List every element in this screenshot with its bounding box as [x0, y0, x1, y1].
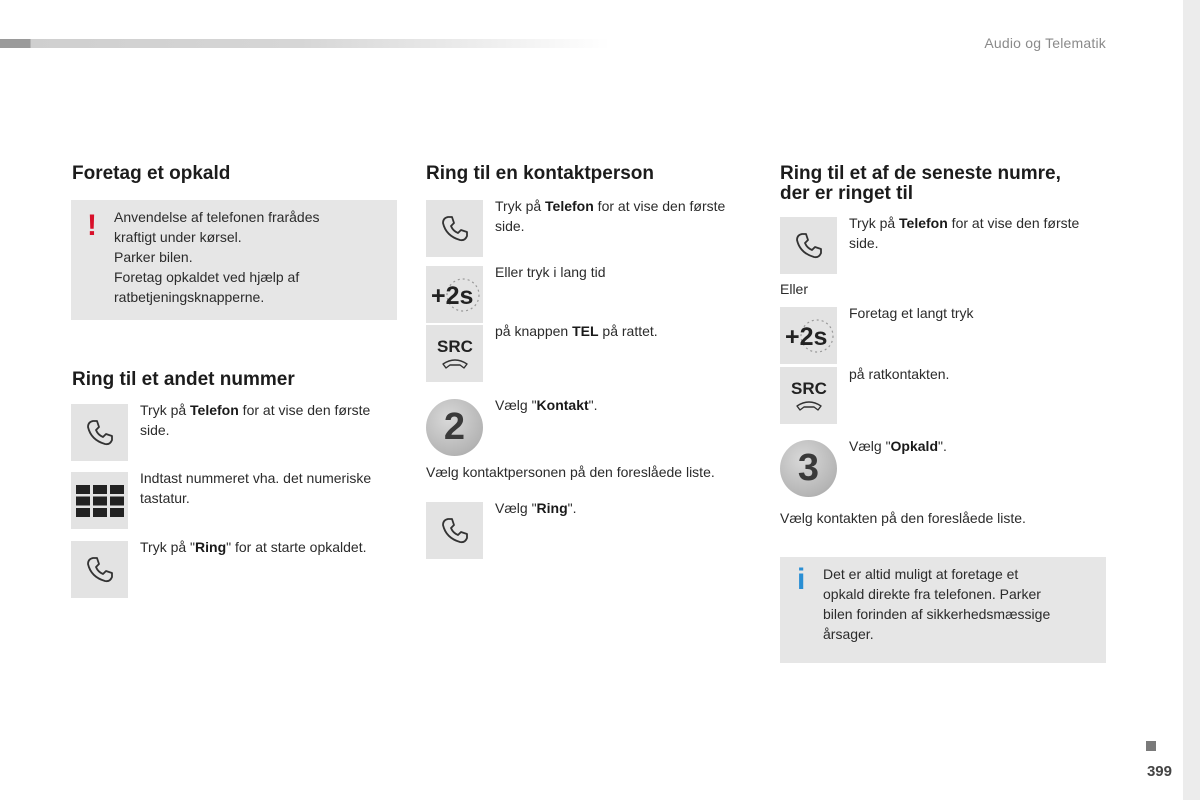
long-press-icon [426, 266, 483, 323]
info-icon: i [797, 563, 806, 596]
src-tel-icon [426, 325, 483, 382]
col3-step2-text: Foretag et langt tryk [849, 305, 974, 321]
src-tel-icon [780, 367, 837, 424]
col1-heading: Foretag et opkald [72, 163, 231, 184]
svg-text:+2s: +2s [784, 322, 827, 351]
page-edge-strip [1183, 0, 1200, 800]
col2-step4-text: Vælg "Kontakt". [495, 397, 598, 413]
col3-heading: Ring til et af de seneste numre, der er ringet til [780, 163, 1061, 204]
col3-step1-text: Tryk på Telefon for at vise den første side. [849, 215, 1080, 251]
keypad-icon [71, 472, 128, 529]
long-press-icon [780, 307, 837, 364]
phone-icon [71, 404, 128, 461]
warning-icon: ! [87, 209, 97, 242]
phone-icon [780, 217, 837, 274]
col1-step2-text: Indtast nummeret vha. det numeriske tastatur. [140, 470, 372, 506]
svg-text:SRC: SRC [790, 378, 827, 398]
col2-instruction: Vælg kontaktpersonen på den foreslåede liste. [426, 464, 715, 480]
info-text: Det er altid muligt at foretage et opkald direkte fra telefonen. Parker bilen forinden af sikkerhedsmæssige årsager. [823, 566, 1051, 642]
col2-step3-text: på knappen TEL på rattet. [495, 323, 658, 339]
warning-box [71, 200, 397, 320]
col1-step3-text: Tryk på "Ring" for at starte opkaldet. [140, 539, 367, 555]
svg-text:SRC: SRC [436, 336, 473, 356]
col3-step3-text: på ratkontakten. [849, 366, 950, 382]
col1-step1-text: Tryk på Telefon for at vise den første side. [140, 402, 371, 438]
col2-heading: Ring til en kontaktperson [426, 163, 655, 184]
col2-step1-text: Tryk på Telefon for at vise den første side. [495, 198, 726, 234]
warning-text: Anvendelse af telefonen frarådes kraftigt under kørsel. Parker bilen. Foretag opkaldet ved hjælp af ratbetjeningsknapperne. [114, 209, 320, 305]
page-marker [1146, 741, 1156, 751]
col3-step4-text: Vælg "Opkald". [849, 438, 947, 454]
col2-step2-text: Eller tryk i lang tid [495, 264, 606, 280]
col2-step5-text: Vælg "Ring". [495, 500, 577, 516]
step-number-2: 2 [426, 399, 483, 456]
header-gradient-bar [0, 39, 610, 48]
col3-eller: Eller [780, 281, 809, 297]
info-box [780, 557, 1106, 663]
col1-heading-2: Ring til et andet nummer [72, 369, 295, 390]
section-title: Audio og Telematik [984, 35, 1106, 51]
svg-text:+2s: +2s [430, 281, 473, 310]
step-number-3: 3 [780, 440, 837, 497]
phone-icon [426, 200, 483, 257]
phone-icon [426, 502, 483, 559]
col3-instruction: Vælg kontakten på den foreslåede liste. [780, 510, 1026, 526]
page-number: 399 [1146, 763, 1172, 780]
phone-icon [71, 541, 128, 598]
